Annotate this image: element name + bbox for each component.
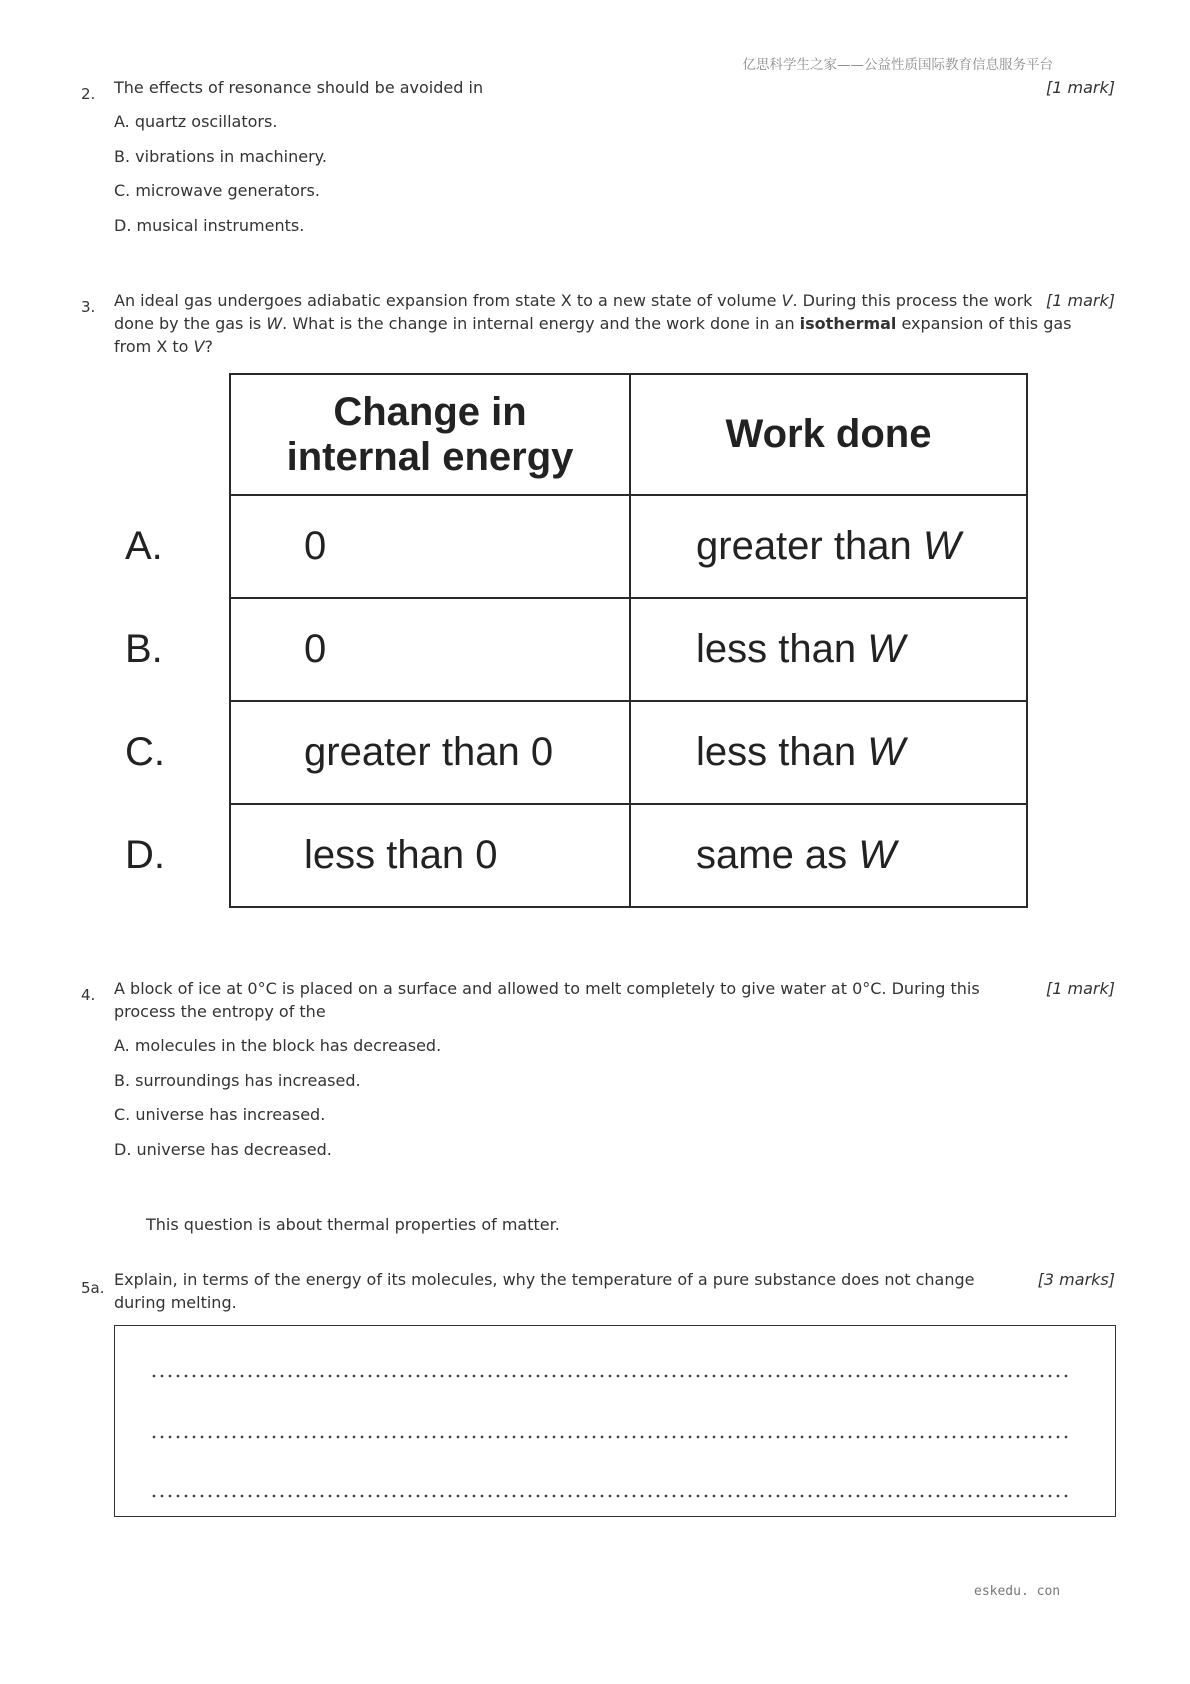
- answer-dotted-line: [152, 1374, 1072, 1378]
- cell-work-text: less than: [696, 730, 868, 774]
- text-run: expansion of this gas: [896, 314, 1072, 333]
- question-3-marks: [1 mark]: [1046, 291, 1115, 310]
- answer-dotted-line: [152, 1494, 1072, 1498]
- question-4-number: 4.: [81, 986, 96, 1004]
- question-4-marks: [1 mark]: [1046, 979, 1115, 998]
- question-4-option-c: C. universe has increased.: [114, 1105, 326, 1124]
- variable-w: W: [867, 627, 905, 671]
- row-label-b: B.: [125, 627, 163, 671]
- question-2-marks: [1 mark]: [1046, 78, 1115, 97]
- variable-v: V: [781, 291, 793, 310]
- row-label-c: C.: [125, 730, 165, 774]
- table-header-row: [230, 374, 1027, 495]
- question-4-option-d: D. universe has decreased.: [114, 1140, 332, 1159]
- question-2-option-b: B. vibrations in machinery.: [114, 147, 327, 166]
- question-2-number: 2.: [81, 85, 96, 103]
- answer-box: [114, 1325, 1116, 1517]
- question-3-line-1: [114, 289, 1072, 312]
- cell-change: less than 0: [230, 804, 630, 907]
- question-2-option-a: A. quartz oscillators.: [114, 112, 278, 131]
- question-5a-text: [114, 1268, 975, 1314]
- question-5a-number: 5a.: [81, 1279, 105, 1297]
- cell-work: [630, 804, 1027, 907]
- question-3-number: 3.: [81, 298, 96, 316]
- cell-work: [630, 701, 1027, 804]
- question-5a-marks: [3 marks]: [1037, 1270, 1115, 1289]
- table-row: [230, 701, 1027, 804]
- emphasis-isothermal: isothermal: [799, 314, 897, 333]
- question-5-intro: This question is about thermal properties of matter.: [146, 1215, 560, 1234]
- header-work-done: Work done: [630, 374, 1027, 495]
- header-change-in-internal-energy: [230, 374, 630, 495]
- table-row: [230, 804, 1027, 907]
- variable-v: V: [193, 337, 205, 356]
- variable-w: W: [858, 833, 897, 877]
- cell-work: [630, 598, 1027, 701]
- header-watermark: 亿思科学生之家——公益性质国际教育信息服务平台: [742, 57, 1053, 73]
- footer-watermark: eskedu. con: [974, 1584, 1061, 1599]
- question-4-line-2: process the entropy of the: [114, 1002, 326, 1021]
- question-4-option-b: B. surroundings has increased.: [114, 1071, 361, 1090]
- table-row: [230, 495, 1027, 598]
- row-label-d: D.: [125, 833, 165, 877]
- cell-work-text: greater than: [696, 524, 923, 568]
- question-2-option-d: D. musical instruments.: [114, 216, 305, 235]
- question-4-text: [114, 977, 980, 1023]
- variable-w: W: [266, 314, 283, 333]
- answer-dotted-line: [152, 1435, 1072, 1439]
- cell-work-text: same as: [696, 833, 859, 877]
- question-5a-line-1: Explain, in terms of the energy of its molecules, why the temperature of a pure substance does not change: [114, 1270, 975, 1289]
- cell-work-text: less than: [696, 627, 868, 671]
- question-3-line-2: [114, 312, 1072, 335]
- variable-w: W: [922, 524, 961, 568]
- header-line: internal energy: [286, 434, 574, 479]
- question-2-text: [114, 76, 483, 99]
- question-4-line-1: A block of ice at 0°C is placed on a surface and allowed to melt completely to give water at 0°C. During this: [114, 979, 980, 998]
- table-row: [230, 598, 1027, 701]
- header-line: Change in: [333, 389, 527, 434]
- question-5a-line-2: during melting.: [114, 1293, 237, 1312]
- text-run: done by the gas is: [114, 314, 267, 333]
- variable-w: W: [867, 730, 905, 774]
- cell-work: [630, 495, 1027, 598]
- text-run: . What is the change in internal energy and the work done in an: [282, 314, 800, 333]
- question-2-option-c: C. microwave generators.: [114, 181, 320, 200]
- question-2-line: The effects of resonance should be avoided in: [114, 78, 484, 97]
- cell-change: 0: [230, 495, 630, 598]
- text-run: An ideal gas undergoes adiabatic expansion from state X to a new state of volume: [114, 291, 782, 310]
- row-label-a: A.: [125, 524, 163, 568]
- question-3-answer-table: [229, 373, 1028, 908]
- question-3-line-3: [114, 335, 1072, 358]
- text-run: from X to: [114, 337, 194, 356]
- question-4-option-a: A. molecules in the block has decreased.: [114, 1036, 442, 1055]
- text-run: . During this process the work: [792, 291, 1033, 310]
- question-3-text: [114, 289, 1072, 358]
- text-run: ?: [204, 337, 213, 356]
- cell-change: 0: [230, 598, 630, 701]
- cell-change: greater than 0: [230, 701, 630, 804]
